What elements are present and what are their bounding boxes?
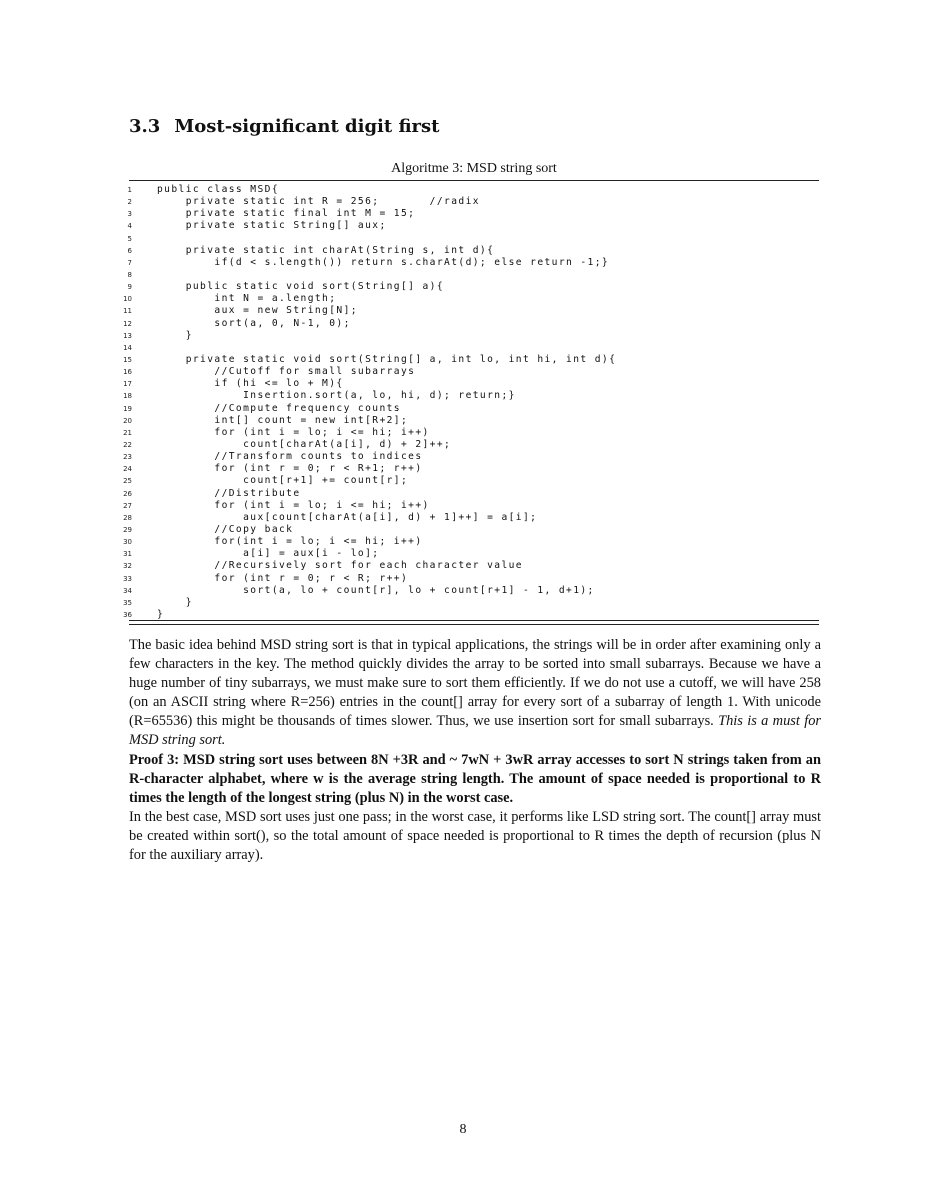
line-number: 1 bbox=[127, 186, 132, 194]
code-line bbox=[118, 451, 423, 463]
code-text: //Cutoff for small subarrays bbox=[157, 366, 416, 378]
code-line bbox=[118, 293, 337, 305]
line-number: 16 bbox=[123, 368, 132, 377]
line-number: 27 bbox=[123, 501, 132, 510]
code-text: public class MSD{ bbox=[157, 184, 279, 195]
listing-top-rule bbox=[129, 180, 819, 181]
code-line bbox=[118, 220, 387, 232]
line-number: 18 bbox=[123, 392, 132, 401]
code-line bbox=[118, 329, 193, 342]
line-number: 2 bbox=[127, 198, 132, 207]
code-text: private static String[] aux; bbox=[157, 220, 387, 232]
line-number: 20 bbox=[123, 416, 132, 425]
code-line bbox=[118, 463, 423, 475]
code-line bbox=[118, 196, 480, 208]
code-text: sort(a, 0, N-1, 0); bbox=[157, 317, 351, 329]
code-text: for (int i = lo; i <= hi; i++) bbox=[157, 499, 430, 511]
listing-bottom-rule bbox=[129, 620, 819, 621]
code-line bbox=[118, 305, 358, 317]
code-text: a[i] = aux[i - lo]; bbox=[157, 548, 380, 560]
code-line bbox=[118, 548, 380, 560]
code-line bbox=[118, 584, 595, 597]
code-line bbox=[118, 208, 416, 220]
line-number: 8 bbox=[127, 270, 132, 279]
line-number: 28 bbox=[123, 513, 132, 522]
line-number: 33 bbox=[123, 574, 132, 583]
code-line bbox=[118, 353, 617, 366]
line-number: 32 bbox=[123, 562, 132, 571]
code-line bbox=[118, 244, 495, 257]
code-text: count[r+1] += count[r]; bbox=[157, 475, 409, 487]
line-number: 14 bbox=[123, 343, 132, 352]
code-line bbox=[118, 414, 409, 427]
code-line bbox=[118, 342, 132, 354]
code-text: //Copy back bbox=[157, 523, 294, 535]
code-text: //Recursively sort for each character value bbox=[157, 560, 523, 572]
code-text: //Transform counts to indices bbox=[157, 451, 423, 463]
line-number: 17 bbox=[123, 380, 132, 389]
body-text bbox=[129, 636, 821, 865]
code-line bbox=[118, 499, 430, 512]
code-text: } bbox=[157, 329, 193, 341]
line-number: 36 bbox=[123, 610, 132, 619]
code-line bbox=[118, 256, 610, 269]
line-number: 10 bbox=[123, 295, 132, 304]
line-number: 34 bbox=[123, 586, 132, 595]
line-number: 4 bbox=[127, 222, 132, 231]
line-number: 11 bbox=[123, 307, 132, 316]
line-number: 12 bbox=[123, 319, 132, 328]
code-text: count[charAt(a[i], d) + 2]++; bbox=[157, 438, 452, 450]
line-number: 3 bbox=[127, 210, 132, 219]
line-number: 22 bbox=[123, 440, 132, 449]
code-line bbox=[118, 487, 301, 500]
line-number: 26 bbox=[123, 489, 132, 498]
code-text: aux = new String[N]; bbox=[157, 305, 358, 317]
code-line bbox=[118, 317, 351, 330]
line-number: 9 bbox=[127, 283, 132, 292]
code-line bbox=[118, 426, 430, 439]
code-text: //Distribute bbox=[157, 487, 301, 499]
code-text: private static int charAt(String s, int d){ bbox=[157, 244, 495, 256]
code-text: private static final int M = 15; bbox=[157, 208, 416, 220]
code-line bbox=[118, 475, 409, 487]
line-number: 21 bbox=[123, 428, 132, 437]
line-number: 25 bbox=[123, 477, 132, 486]
listing-caption: Algoritme 3: MSD string sort bbox=[391, 161, 557, 176]
code-line bbox=[118, 536, 423, 548]
code-line bbox=[118, 572, 409, 585]
code-line bbox=[118, 366, 416, 378]
section-title: Most-significant digit first bbox=[174, 116, 440, 137]
code-text: for (int r = 0; r < R; r++) bbox=[157, 572, 409, 584]
code-text: for(int i = lo; i <= hi; i++) bbox=[157, 536, 423, 548]
code-line bbox=[118, 390, 516, 402]
code-line bbox=[118, 560, 523, 572]
code-text: if (hi <= lo + M){ bbox=[157, 378, 344, 390]
code-text: aux[count[charAt(a[i], d) + 1]++] = a[i]; bbox=[157, 511, 538, 523]
paragraph-msd-idea-text: The basic idea behind MSD string sort is that in typical applications, the strings will be in order after examining only a few characters in the key. The method quickly divides the array to be sorted into small subarrays. Because we have a huge number of tiny subarrays, we must make sure to sort them efficiently. If we do not use a cutoff, we will have 258 (on an ASCII string where R=256) entries in the count[] array for every sort of a subarray of length 1. With unicode (R=65536) this might be thousands of times slower. Thus, we use insertion sort for small subarrays. bbox=[129, 637, 821, 730]
section-heading bbox=[129, 116, 440, 137]
line-number: 30 bbox=[123, 538, 132, 547]
code-line bbox=[118, 269, 132, 281]
line-number: 13 bbox=[123, 331, 132, 340]
code-line bbox=[118, 402, 401, 415]
proof-statement: Proof 3: MSD string sort uses between 8N +3R and ~ 7wN + 3wR array accesses to sort N strings taken from an R-character alphabet, where w is the average string length. The amount of space needed is proportional to R times the length of the longest string (plus N) in the worst case. bbox=[129, 751, 821, 806]
line-number: 23 bbox=[123, 453, 132, 462]
line-number: 15 bbox=[123, 355, 132, 364]
line-number: 6 bbox=[127, 246, 132, 255]
code-text: private static void sort(String[] a, int lo, int hi, int d){ bbox=[157, 353, 617, 365]
code-listing bbox=[118, 184, 617, 621]
line-number: 35 bbox=[123, 598, 132, 607]
code-text: } bbox=[157, 596, 193, 608]
page-number: 8 bbox=[459, 1122, 467, 1137]
code-text: if(d < s.length()) return s.charAt(d); else return -1;} bbox=[157, 256, 610, 268]
paragraph-best-case: In the best case, MSD sort uses just one pass; in the worst case, it performs like LSD string sort. The count[] array must be created within sort(), so the total amount of space needed is proportional to R times the depth of recursion (plus N for the auxiliary array). bbox=[129, 808, 821, 864]
line-number: 19 bbox=[123, 404, 132, 413]
code-text: int[] count = new int[R+2]; bbox=[157, 414, 409, 426]
line-number: 31 bbox=[123, 550, 132, 559]
code-line bbox=[118, 511, 538, 524]
code-text: int N = a.length; bbox=[157, 293, 337, 305]
code-text: private static int R = 256; //radix bbox=[157, 196, 480, 208]
line-number: 5 bbox=[127, 234, 132, 243]
code-text: sort(a, lo + count[r], lo + count[r+1] - 1, d+1); bbox=[157, 584, 595, 596]
paragraph-emphasis: This is a must for MSD string sort. bbox=[129, 713, 821, 749]
code-text: } bbox=[157, 608, 165, 620]
code-text: for (int i = lo; i <= hi; i++) bbox=[157, 426, 430, 438]
listing-bottom-rule-double bbox=[129, 624, 819, 625]
code-text: for (int r = 0; r < R+1; r++) bbox=[157, 463, 423, 475]
code-line bbox=[118, 281, 445, 293]
code-text: Insertion.sort(a, lo, hi, d); return;} bbox=[157, 390, 516, 402]
section-number: 3.3 bbox=[129, 116, 161, 137]
line-number: 7 bbox=[127, 258, 132, 267]
code-text: //Compute frequency counts bbox=[157, 402, 401, 414]
code-line bbox=[118, 596, 193, 609]
line-number: 29 bbox=[123, 525, 132, 534]
paragraph-msd-idea bbox=[129, 636, 821, 751]
code-line bbox=[118, 184, 279, 196]
line-number: 24 bbox=[123, 465, 132, 474]
code-line bbox=[118, 378, 344, 390]
code-text: public static void sort(String[] a){ bbox=[157, 281, 445, 293]
code-line bbox=[118, 523, 294, 536]
code-line bbox=[118, 438, 452, 451]
code-line bbox=[118, 233, 132, 245]
